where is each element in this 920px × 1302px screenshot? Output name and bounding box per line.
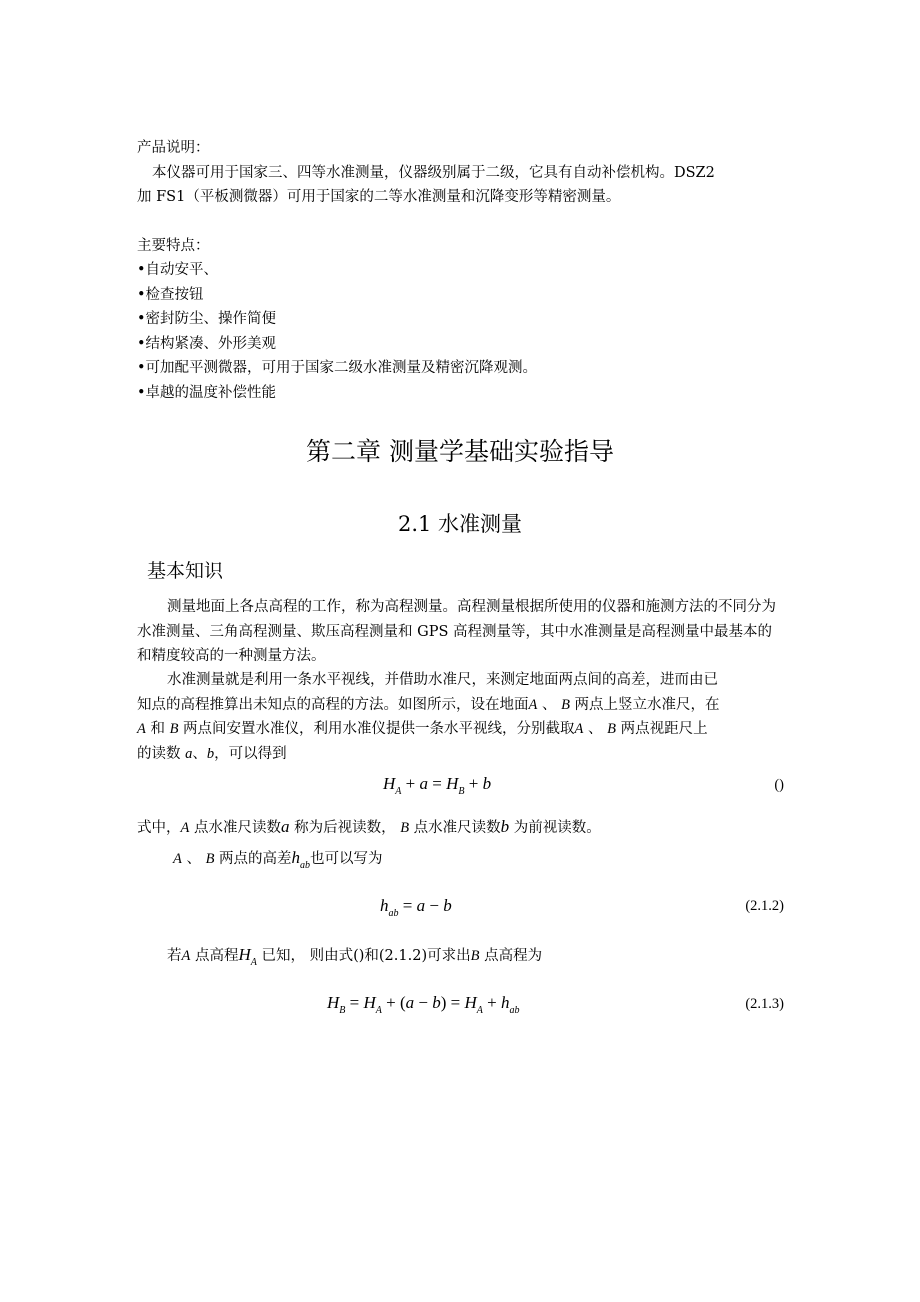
equation-2-number: (2.1.2) <box>745 898 784 914</box>
equation-1-number: () <box>774 777 784 793</box>
intro-line-1: 本仪器可用于国家三、四等水准测量，仪器级别属于二级，它具有自动补偿机构。DSZ2 <box>152 165 715 181</box>
feature-item: •自动安平、 <box>137 262 219 278</box>
paragraph-2-line-2: 知点的高程推算出未知点的高程的方法。如图所示，设在地面A 、 B 两点上竖立水准尺，在 <box>137 697 720 713</box>
equation-3-number: (2.1.3) <box>745 996 784 1012</box>
features-list <box>137 258 537 405</box>
intro-line-2: 加 FS1（平板测微器）可用于国家的二等水准测量和沉降变形等精密测量。 <box>137 189 621 205</box>
paragraph-1: 测量地面上各点高程的工作，称为高程测量。高程测量根据所使用的仪器和施测方法的不同分为水准测量、三角高程测量、欺压高程测量和 GPS 高程测量等，其中水准测量是高程测量中最基本的和精度较高的一种测量方法。 <box>137 599 776 664</box>
reading-description: 式中，A 点水准尺读数a 称为后视读数， B 点水准尺读数b 为前视读数。 <box>137 817 601 836</box>
known-height-line: 若A 点高程$H_A$ 已知， 则由式()和(2.1.2)可求出B 点高程为 <box>167 945 543 968</box>
equation-1: $H_A + a = H_B + b$ <box>383 774 492 797</box>
intro-label: 产品说明： <box>137 140 210 156</box>
feature-item: •卓越的温度补偿性能 <box>137 384 277 401</box>
feature-item: •可加配平测微器，可用于国家二级水准测量及精密沉降观测。 <box>137 360 538 376</box>
equation-2: $h_{ab} = a - b$ <box>380 896 452 919</box>
subsection-title: 基本知识 <box>147 560 224 582</box>
paragraph-2-line-1: 水准测量就是利用一条水平视线，并借助水准尺，来测定地面两点间的高差，进而由已 <box>167 672 718 688</box>
paragraph-2-line-4: 的读数 a、b，可以得到 <box>137 746 287 762</box>
section-title: 2.1 水准测量 <box>397 512 523 536</box>
equation-3: $H_B = H_A + (a - b) = H_A + h_{ab}$ <box>327 993 520 1016</box>
feature-item: •结构紧凑、外形美观 <box>137 335 277 352</box>
chapter-title: 第二章 测量学基础实验指导 <box>306 437 614 466</box>
features-label: 主要特点： <box>137 238 210 254</box>
paragraph-2-line-3: A 和 B 两点间安置水准仪，利用水准仪提供一条水平视线，分别截取A 、 B 两点视距尺上 <box>137 721 708 737</box>
height-difference-line: A 、 B 两点的高差$h_{ab}$也可以写为 <box>173 848 383 871</box>
feature-item: •检查按钮 <box>137 286 204 303</box>
feature-item: •密封防尘、操作简便 <box>137 311 277 327</box>
